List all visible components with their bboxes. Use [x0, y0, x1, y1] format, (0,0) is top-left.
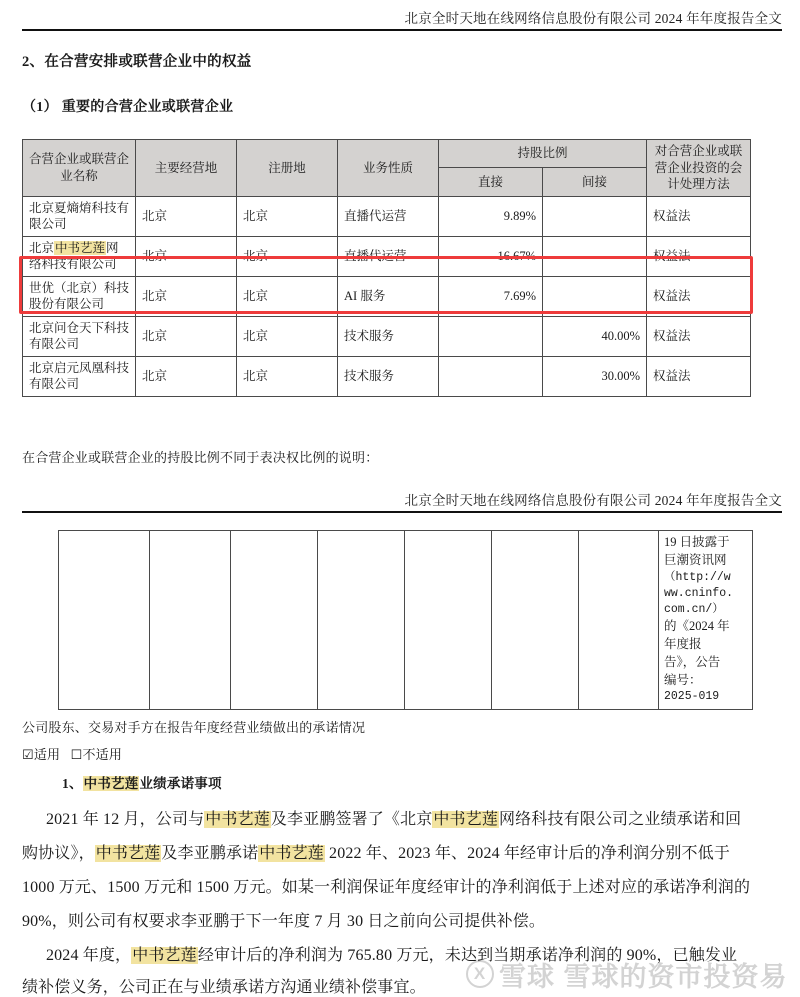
page-header-2-divider: [22, 511, 782, 513]
ratio-note-text: 在合营企业或联营企业的持股比例不同于表决权比例的说明：: [22, 450, 379, 465]
highlighted-term: 中书艺莲: [95, 845, 161, 862]
subsection-heading: （1） 重要的合营企业或联营企业: [22, 100, 234, 115]
page-header-2: [0, 484, 800, 514]
joint-ventures-table-wrapper: [22, 139, 750, 397]
th-indirect: 间接: [543, 168, 647, 196]
paragraph-1-line-1: [46, 806, 741, 829]
disclosure-line: 巨潮资讯网: [664, 552, 727, 567]
th-company-name: 合营企业或联营企业名称: [23, 140, 136, 197]
text-run: 购协议》，: [22, 845, 95, 862]
cell-business-nature: AI 服务: [338, 276, 439, 316]
text-run: 及李亚鹏签署了《北京: [270, 811, 433, 828]
highlighted-term: 中书艺莲: [132, 947, 197, 964]
cell-direct-ratio: [439, 356, 543, 396]
cell-empty: [318, 531, 405, 710]
table-row-highlighted: [23, 236, 751, 276]
item-number: 1、: [62, 776, 83, 791]
table-header-row-1: [23, 140, 751, 168]
cell-accounting-method: 权益法: [647, 356, 751, 396]
checkbox-applicable[interactable]: ☑适用: [22, 747, 61, 762]
cell-register-place: 北京: [237, 276, 338, 316]
cell-accounting-method: 权益法: [647, 196, 751, 236]
cell-register-place: 北京: [237, 356, 338, 396]
cell-main-place: 北京: [136, 356, 237, 396]
paragraph-2-line-1: [46, 942, 737, 965]
cell-indirect-ratio: [543, 236, 647, 276]
th-business-nature: 业务性质: [338, 140, 439, 197]
cell-main-place: 北京: [136, 316, 237, 356]
cell-company-name: 北京夏熵焴科技有限公司: [23, 196, 136, 236]
cell-register-place: 北京: [237, 236, 338, 276]
cell-direct-ratio: 16.67%: [439, 236, 543, 276]
cell-company-name: 北京中书艺莲网络科技有限公司: [23, 236, 136, 276]
cell-main-place: 北京: [136, 196, 237, 236]
joint-ventures-table-body: [23, 196, 751, 396]
cell-business-nature: 直播代运营: [338, 236, 439, 276]
cell-empty: [405, 531, 492, 710]
cell-empty: [231, 531, 318, 710]
disclosure-line: 告》，公告: [664, 654, 721, 669]
disclosure-line: （http://w: [664, 570, 731, 584]
cell-business-nature: 技术服务: [338, 316, 439, 356]
text-run: 2022 年、2023 年、2024 年经审计后的净利润分别不低于: [324, 845, 730, 862]
watermark-logo-icon: X: [466, 960, 494, 988]
disclosure-line: 的《2024 年: [664, 619, 730, 634]
continuation-table-wrapper: [58, 530, 752, 710]
watermark-text: 雪球 雪球的资市投资易: [499, 961, 788, 992]
checkbox-not-applicable[interactable]: ☐不适用: [70, 747, 123, 762]
disclosure-line: 编号：: [664, 672, 702, 687]
highlighted-term: 中书艺莲: [433, 811, 498, 828]
text-run: 经审计后的净利润为 765.80 万元，未达到当期承诺净利润的 90%，已触发业: [197, 947, 738, 964]
cell-empty: [492, 531, 579, 710]
cell-indirect-ratio: 40.00%: [543, 316, 647, 356]
page-header-title: 北京全时天地在线网络信息股份有限公司 2024 年年度报告全文: [404, 11, 782, 26]
cell-register-place: 北京: [237, 316, 338, 356]
table-row: [23, 356, 751, 396]
page-header: [0, 0, 800, 30]
cell-direct-ratio: 9.89%: [439, 196, 543, 236]
table-row: [23, 276, 751, 316]
disclosure-line: com.cn/）: [664, 603, 724, 617]
highlighted-term: 中书艺莲: [205, 811, 270, 828]
cell-business-nature: 技术服务: [338, 356, 439, 396]
table-row: [23, 196, 751, 236]
disclosure-line: 2025-019: [664, 690, 720, 704]
paragraph-2-line-2: 绩补偿义务，公司正在与业绩承诺方沟通业绩补偿事宜。: [22, 979, 426, 996]
disclosure-line: ww.cninfo.: [664, 586, 734, 600]
cell-indirect-ratio: [543, 276, 647, 316]
cell-direct-ratio: [439, 316, 543, 356]
table-row: [23, 316, 751, 356]
text-run: 及李亚鹏承诺: [161, 845, 259, 862]
cell-indirect-ratio: 30.00%: [543, 356, 647, 396]
cell-accounting-method: 权益法: [647, 236, 751, 276]
table-row: [59, 531, 753, 710]
cell-indirect-ratio: [543, 196, 647, 236]
text-run: 2024 年度，: [46, 947, 132, 964]
cell-direct-ratio: 7.69%: [439, 276, 543, 316]
cell-company-name: 北京启元凤凰科技有限公司: [23, 356, 136, 396]
text-run: 网络科技有限公司之业绩承诺和回: [499, 811, 742, 828]
paragraph-1-line-3: 1000 万元、1500 万元和 1500 万元。如某一利润保证年度经审计的净利润低于上述对应的承诺净利润的: [22, 879, 751, 896]
cell-accounting-method: 权益法: [647, 316, 751, 356]
disclosure-line: 19 日披露于: [664, 535, 730, 549]
cell-disclosure-note: [659, 531, 753, 710]
commitment-intro-text: 公司股东、交易对手方在报告年度经营业绩做出的承诺情况: [22, 720, 366, 735]
cell-empty: [579, 531, 659, 710]
text-run: 2021 年 12 月，公司与: [46, 811, 205, 828]
th-direct: 直接: [439, 168, 543, 196]
highlighted-term: 中书艺莲: [83, 776, 139, 791]
joint-ventures-table: [22, 139, 751, 397]
cell-company-name: 北京问仓天下科技有限公司: [23, 316, 136, 356]
cell-empty: [150, 531, 231, 710]
applicability-row: [22, 744, 122, 763]
th-shareholding-ratio: 持股比例: [439, 140, 647, 168]
page-header-divider: [22, 29, 782, 31]
cell-business-nature: 直播代运营: [338, 196, 439, 236]
section-heading: 2、在合营安排或联营企业中的权益: [22, 54, 252, 70]
disclosure-line: 年度报: [664, 637, 702, 652]
th-register-place: 注册地: [237, 140, 338, 197]
cell-main-place: 北京: [136, 236, 237, 276]
page-header-2-title: 北京全时天地在线网络信息股份有限公司 2024 年年度报告全文: [404, 493, 782, 508]
continuation-table: [58, 530, 753, 710]
item-1-title: [62, 772, 222, 792]
cell-accounting-method: 权益法: [647, 276, 751, 316]
paragraph-1-line-2: [22, 840, 730, 863]
highlighted-term: 中书艺莲: [259, 845, 324, 862]
cell-main-place: 北京: [136, 276, 237, 316]
highlighted-term: 中书艺莲: [55, 240, 106, 255]
th-main-place: 主要经营地: [136, 140, 237, 197]
cell-register-place: 北京: [237, 196, 338, 236]
item-title-rest: 业绩承诺事项: [139, 776, 222, 791]
cell-empty: [59, 531, 150, 710]
cell-company-name: 世优（北京）科技股份有限公司: [23, 276, 136, 316]
paragraph-1-line-4: 90%，则公司有权要求李亚鹏于下一年度 7 月 30 日之前向公司提供补偿。: [22, 913, 546, 930]
th-accounting-method: 对合营企业或联营企业投资的会计处理方法: [647, 140, 751, 197]
